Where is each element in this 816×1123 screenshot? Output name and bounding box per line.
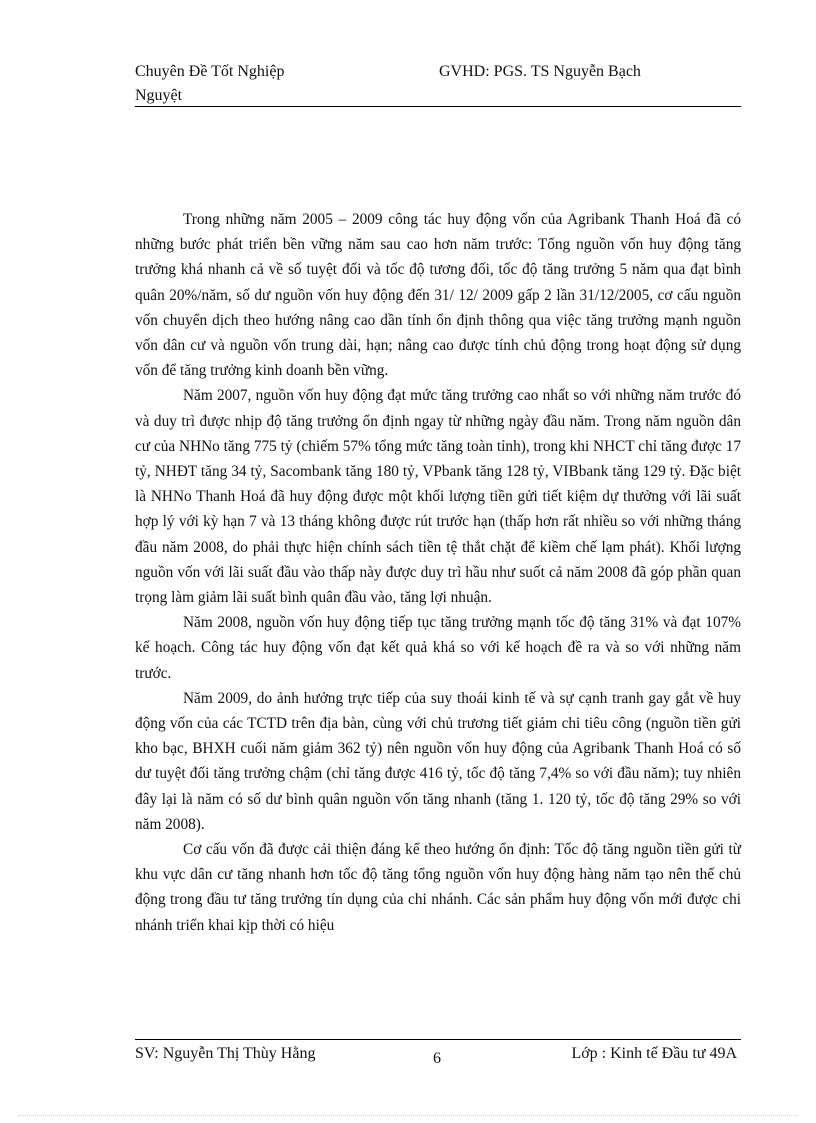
- footer-student-name: SV: Nguyễn Thị Thùy Hằng: [135, 1045, 316, 1062]
- header-thesis-title: Chuyên Đề Tốt Nghiệp: [135, 63, 285, 80]
- footer-divider: [135, 1039, 741, 1040]
- page-number: 6: [433, 1050, 441, 1067]
- paragraph-5: Cơ cấu vốn đã được cải thiện đáng kể theo hướng ổn định: Tốc độ tăng nguồn tiền gửi từ khu vực dân cư tăng nhanh hơn tốc độ tăng tổng nguồn vốn huy động hàng năm tạo nên thế chủ động trong đầu tư tăng trưởng tín dụng của chi nhánh. Các sản phẩm huy động vốn mới được chi nhánh triển khai kịp thời có hiệu: [135, 841, 741, 934]
- page-bottom-edge: [18, 1115, 798, 1116]
- paragraph-1: Trong những năm 2005 – 2009 công tác huy động vốn của Agribank Thanh Hoá đã có những bước phát triển bền vững năm sau cao hơn năm trước: Tổng nguồn vốn huy động tăng trưởng khá nhanh cả về số tuyệt đối và tốc độ tương đối, tốc độ tăng trưởng 5 năm qua đạt bình quân 20%/năm, số dư nguồn vốn huy động đến 31/ 12/ 2009 gấp 2 lần 31/12/2005, cơ cấu nguồn vốn chuyển dịch theo hướng nâng cao dần tính ổn định thông qua việc tăng trưởng mạnh nguồn vốn dân cư và nguồn vốn trung dài, hạn; nâng cao được tính chủ động trong hoạt động sử dụng vốn để tăng trưởng kinh doanh bền vững.: [135, 211, 741, 380]
- paragraph-4: Năm 2009, do ảnh hưởng trực tiếp của suy thoái kinh tế và sự cạnh tranh gay gắt về huy động vốn của các TCTD trên địa bàn, cùng với chủ trương tiết giảm chi tiêu công (nguồn tiền gửi kho bạc, BHXH cuối năm giảm 362 tỷ) nên nguồn vốn huy động của Agribank Thanh Hoá có số dư tuyệt đối tăng trưởng chậm (chỉ tăng được 416 tỷ, tốc độ tăng 7,4% so với đầu năm); tuy nhiên đây lại là năm có số dư bình quân nguồn vốn tăng nhanh (tăng 1. 120 tỷ, tốc độ tăng 29% so với năm 2008).: [135, 689, 741, 833]
- header-left: [135, 60, 425, 108]
- body-text: [135, 207, 741, 938]
- paragraph-3: Năm 2008, nguồn vốn huy động tiếp tục tăng trưởng mạnh tốc độ tăng 31% và đạt 107% kế hoạch. Công tác huy động vốn đạt kết quả khá so với kế hoạch đề ra và so với những năm trước.: [135, 614, 741, 682]
- page-header: [135, 60, 741, 106]
- header-divider: [135, 106, 741, 107]
- footer-class-name: Lớp : Kinh tế Đầu tư 49A: [571, 1045, 737, 1062]
- header-advisor-name-continued: Nguyệt: [135, 87, 183, 104]
- header-advisor: GVHD: PGS. TS Nguyễn Bạch: [439, 63, 641, 80]
- paragraph-2: Năm 2007, nguồn vốn huy động đạt mức tăng trưởng cao nhất so với những năm trước đó và duy trì được nhịp độ tăng trưởng ổn định ngay từ những ngày đầu năm. Trong năm nguồn dân cư của NHNo tăng 775 tỷ (chiếm 57% tổng mức tăng toàn tỉnh), trong khi NHCT chỉ tăng được 17 tỷ, NHĐT tăng 34 tỷ, Sacombank tăng 180 tỷ, VPbank tăng 128 tỷ, VIBbank tăng 129 tỷ. Đặc biệt là NHNo Thanh Hoá đã huy động được một khối lượng tiền gửi tiết kiệm dự thưởng với lãi suất hợp lý với kỳ hạn 7 và 13 tháng không được rút trước hạn (thấp hơn rất nhiều so với những tháng đầu năm 2008, do phải thực hiện chính sách tiền tệ thắt chặt để kiềm chế lạm phát). Khối lượng nguồn vốn với lãi suất đầu vào thấp này được duy trì hầu như suốt cả năm 2008 đã góp phần quan trọng làm giảm lãi suất bình quân đầu vào, tăng lợi nhuận.: [135, 387, 741, 607]
- page-footer: [135, 1042, 741, 1072]
